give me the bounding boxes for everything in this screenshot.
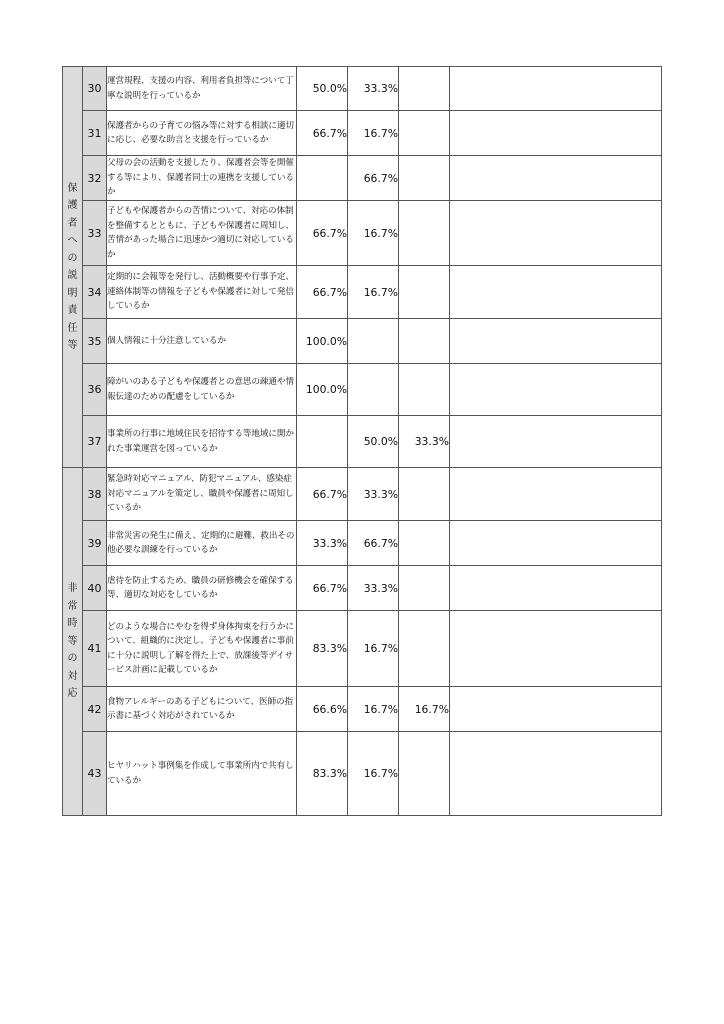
comment-cell <box>450 201 662 266</box>
percent-col-1: 66.7% <box>297 266 348 319</box>
percent-col-2: 16.7% <box>348 266 399 319</box>
question-text: 事業所の行事に地域住民を招待する等地域に開かれた事業運営を図っているか <box>107 416 297 468</box>
percent-col-2: 33.3% <box>348 566 399 611</box>
percent-col-2: 16.7% <box>348 611 399 687</box>
percent-col-1: 100.0% <box>297 319 348 364</box>
comment-cell <box>450 266 662 319</box>
table-row <box>63 319 662 364</box>
item-number: 40 <box>83 566 107 611</box>
item-number: 41 <box>83 611 107 687</box>
percent-col-3: 16.7% <box>399 687 450 732</box>
percent-col-1: 50.0% <box>297 67 348 111</box>
percent-col-1: 66.7% <box>297 111 348 156</box>
question-text: 定期的に会報等を発行し、活動概要や行事予定、連絡体制等の情報を子どもや保護者に対して発信しているか <box>107 266 297 319</box>
percent-col-3 <box>399 201 450 266</box>
percent-col-2: 16.7% <box>348 201 399 266</box>
question-text: 父母の会の活動を支援したり、保護者会等を開催する等により、保護者同士の連携を支援しているか <box>107 156 297 201</box>
percent-col-2: 66.7% <box>348 156 399 201</box>
table-row <box>63 732 662 816</box>
table-row <box>63 67 662 111</box>
question-text: 個人情報に十分注意しているか <box>107 319 297 364</box>
comment-cell <box>450 364 662 416</box>
table-row <box>63 611 662 687</box>
table-row <box>63 364 662 416</box>
comment-cell <box>450 319 662 364</box>
item-number: 39 <box>83 521 107 566</box>
question-text: 保護者からの子育ての悩み等に対する相談に適切に応じ、必要な助言と支援を行っているか <box>107 111 297 156</box>
percent-col-1: 66.7% <box>297 566 348 611</box>
percent-col-1: 66.7% <box>297 201 348 266</box>
percent-col-2: 50.0% <box>348 416 399 468</box>
percent-col-3 <box>399 156 450 201</box>
percent-col-1 <box>297 156 348 201</box>
comment-cell <box>450 468 662 521</box>
percent-col-3: 33.3% <box>399 416 450 468</box>
percent-col-1: 83.3% <box>297 732 348 816</box>
percent-col-3 <box>399 611 450 687</box>
percent-col-3 <box>399 67 450 111</box>
evaluation-table <box>62 66 662 816</box>
question-text: 食物アレルギーのある子どもについて、医師の指示書に基づく対応がされているか <box>107 687 297 732</box>
table-row <box>63 156 662 201</box>
percent-col-3 <box>399 319 450 364</box>
comment-cell <box>450 156 662 201</box>
table-row <box>63 521 662 566</box>
section-category-cell <box>63 468 83 816</box>
percent-col-2: 33.3% <box>348 67 399 111</box>
table-row <box>63 687 662 732</box>
percent-col-2: 16.7% <box>348 111 399 156</box>
percent-col-2: 66.7% <box>348 521 399 566</box>
item-number: 30 <box>83 67 107 111</box>
comment-cell <box>450 67 662 111</box>
item-number: 36 <box>83 364 107 416</box>
comment-cell <box>450 111 662 156</box>
question-text: 虐待を防止するため、職員の研修機会を確保する等、適切な対応をしているか <box>107 566 297 611</box>
item-number: 32 <box>83 156 107 201</box>
item-number: 42 <box>83 687 107 732</box>
question-text: 子どもや保護者からの苦情について、対応の体制を整備するとともに、子どもや保護者に周知し、苦情があった場合に迅速かつ適切に対応しているか <box>107 201 297 266</box>
item-number: 35 <box>83 319 107 364</box>
percent-col-3 <box>399 111 450 156</box>
percent-col-3 <box>399 732 450 816</box>
item-number: 37 <box>83 416 107 468</box>
table-row <box>63 111 662 156</box>
item-number: 43 <box>83 732 107 816</box>
question-text: 運営規程、支援の内容、利用者負担等について丁寧な説明を行っているか <box>107 67 297 111</box>
percent-col-2 <box>348 319 399 364</box>
comment-cell <box>450 566 662 611</box>
percent-col-3 <box>399 468 450 521</box>
table-row <box>63 468 662 521</box>
comment-cell <box>450 687 662 732</box>
percent-col-1: 66.7% <box>297 468 348 521</box>
percent-col-2: 33.3% <box>348 468 399 521</box>
percent-col-1: 33.3% <box>297 521 348 566</box>
question-text: どのような場合にやむを得ず身体拘束を行うかについて、組織的に決定し、子どもや保護者に事前に十分に説明し了解を得た上で、放課後等デイサービス計画に記載しているか <box>107 611 297 687</box>
table-row <box>63 566 662 611</box>
comment-cell <box>450 521 662 566</box>
item-number: 38 <box>83 468 107 521</box>
percent-col-3 <box>399 566 450 611</box>
section-title: 非常時等の対応 <box>67 583 78 700</box>
percent-col-1: 100.0% <box>297 364 348 416</box>
question-text: 障がいのある子どもや保護者との意思の疎通や情報伝達のための配慮をしているか <box>107 364 297 416</box>
item-number: 33 <box>83 201 107 266</box>
table-row <box>63 266 662 319</box>
percent-col-1 <box>297 416 348 468</box>
section-category-cell <box>63 67 83 468</box>
percent-col-1: 66.6% <box>297 687 348 732</box>
percent-col-3 <box>399 521 450 566</box>
question-text: ヒヤリハット事例集を作成して事業所内で共有しているか <box>107 732 297 816</box>
comment-cell <box>450 732 662 816</box>
comment-cell <box>450 416 662 468</box>
evaluation-table-body <box>63 67 662 816</box>
item-number: 31 <box>83 111 107 156</box>
percent-col-2 <box>348 364 399 416</box>
table-row <box>63 201 662 266</box>
comment-cell <box>450 611 662 687</box>
question-text: 緊急時対応マニュアル、防犯マニュアル、感染症対応マニュアルを策定し、職員や保護者に周知しているか <box>107 468 297 521</box>
percent-col-2: 16.7% <box>348 732 399 816</box>
percent-col-3 <box>399 364 450 416</box>
table-row <box>63 416 662 468</box>
section-title: 保護者への説明責任等 <box>67 182 78 351</box>
percent-col-2: 16.7% <box>348 687 399 732</box>
percent-col-3 <box>399 266 450 319</box>
item-number: 34 <box>83 266 107 319</box>
question-text: 非常災害の発生に備え、定期的に避難、救出その他必要な訓練を行っているか <box>107 521 297 566</box>
percent-col-1: 83.3% <box>297 611 348 687</box>
